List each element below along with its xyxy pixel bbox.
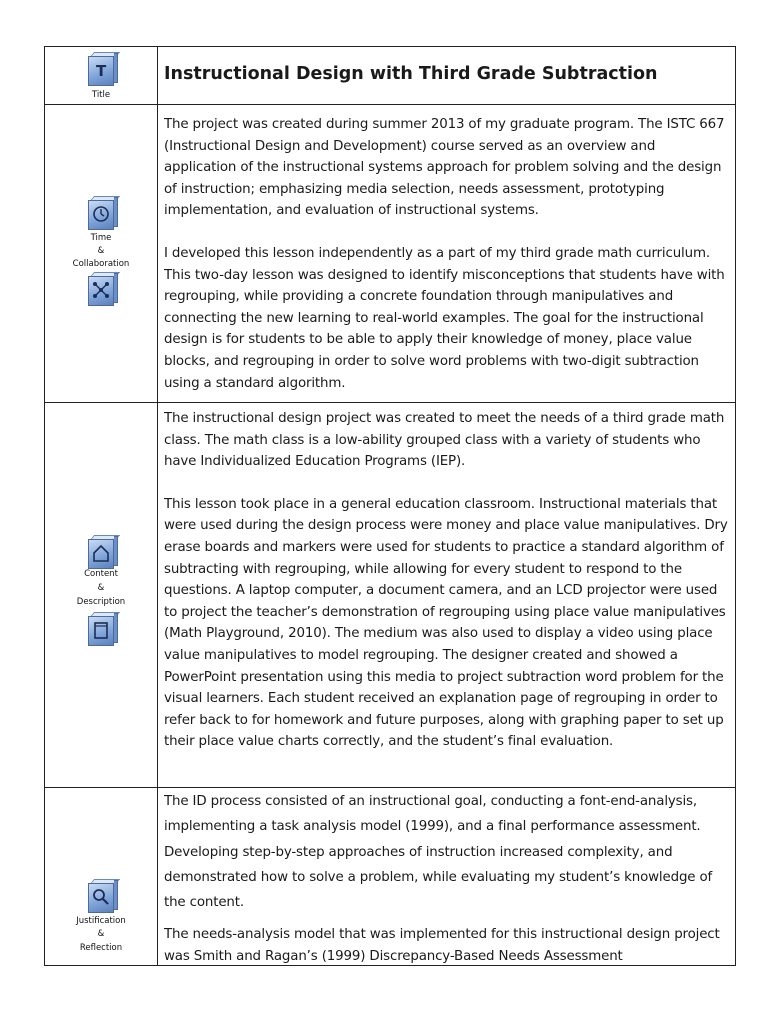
time-icon-cell (44, 104, 158, 402)
time-row (44, 104, 736, 403)
title-row (44, 46, 736, 105)
time-paragraph-2: I developed this lesson independently as a part of my third grade math curriculum. This two-day lesson was designed to identify misconceptions that students have with regrouping, while providing a concrete foundation through manipulatives and connecting the new learning to real-world examples. The goal for the instructional design is for students to be able to apply their knowledge of money, place value blocks, and regrouping in order to solve word problems with two-digit subtraction using a standard algorithm. (164, 245, 725, 391)
title-letter: T (96, 62, 107, 80)
justification-paragraph-1: The ID process consisted of an instructional goal, conducting a font-end-analysis, implementing a task analysis model (1999), and a final performance assessment. Developing step-by-step approaches of instruction increased complexity, and demonstrated how to solve a problem, while evaluating my student’s knowledge of the content. (164, 794, 713, 911)
justification-label-1: Justification (76, 916, 126, 926)
title-icon-cell (44, 46, 158, 104)
clock-icon (88, 196, 118, 230)
content-label-3: Description (76, 597, 126, 607)
time-text-cell (164, 114, 730, 394)
network-icon (88, 272, 118, 306)
content-label-2: & (97, 583, 105, 593)
justification-row (44, 787, 736, 965)
content-label-1: Content (84, 569, 118, 579)
justification-label-3: Reflection (79, 943, 123, 953)
justification-text-cell (164, 789, 730, 968)
document-icon (88, 612, 118, 646)
title-cube-icon (88, 52, 118, 86)
content-icon-cell (44, 402, 158, 787)
justification-label-2: & (97, 929, 105, 939)
magnifier-icon (88, 879, 118, 913)
time-label-3: Collaboration (72, 259, 130, 269)
time-label-2: & (97, 246, 105, 256)
content-paragraph-2: This lesson took place in a general education classroom. Instructional materials that were used during the design process were money and place value manipulatives. Dry erase boards and markers were used for students to practice a standard algorithm of subtracting with regrouping, while allowing for every student to respond to the questions. A laptop computer, a document camera, and an LCD projector were used to project the teacher’s demonstration of regrouping using place value manipulatives (Math Playground, 2010). The medium was also used to display a video using place value manipulatives to model regrouping. The designer created and showed a PowerPoint presentation using this media to project subtraction word problem for the visual learners. Each student received an explanation page of regrouping in order to refer back to for homework and future purposes, along with graphing paper to set up their place value charts correctly, and the student’s final evaluation. (164, 496, 728, 750)
house-icon (88, 535, 118, 569)
content-paragraph-1: The instructional design project was created to meet the needs of a third grade math class. The math class is a low-ability grouped class with a variety of students who have Individualized Education Programs (IEP). (164, 411, 725, 470)
title-icon-label: Title (91, 90, 111, 100)
time-label-1: Time (90, 233, 112, 243)
time-paragraph-1: The project was created during summer 2013 of my graduate program. The ISTC 667 (Instructional Design and Development) course served as an overview and application of the instructional systems approach for problem solving and the design of instruction; emphasizing media selection, needs assessment, prototyping implementation, and evaluation of instructional systems. (164, 117, 725, 219)
justification-paragraph-2: The needs-analysis model that was implemented for this instructional design project was Smith and Ragan’s (1999) Discrepancy-Based Needs Assessment (164, 927, 720, 965)
page-title: Instructional Design with Third Grade Subtraction (164, 64, 658, 84)
content-row (44, 402, 736, 788)
content-text-cell (164, 408, 730, 753)
justification-icon-cell (44, 787, 158, 965)
